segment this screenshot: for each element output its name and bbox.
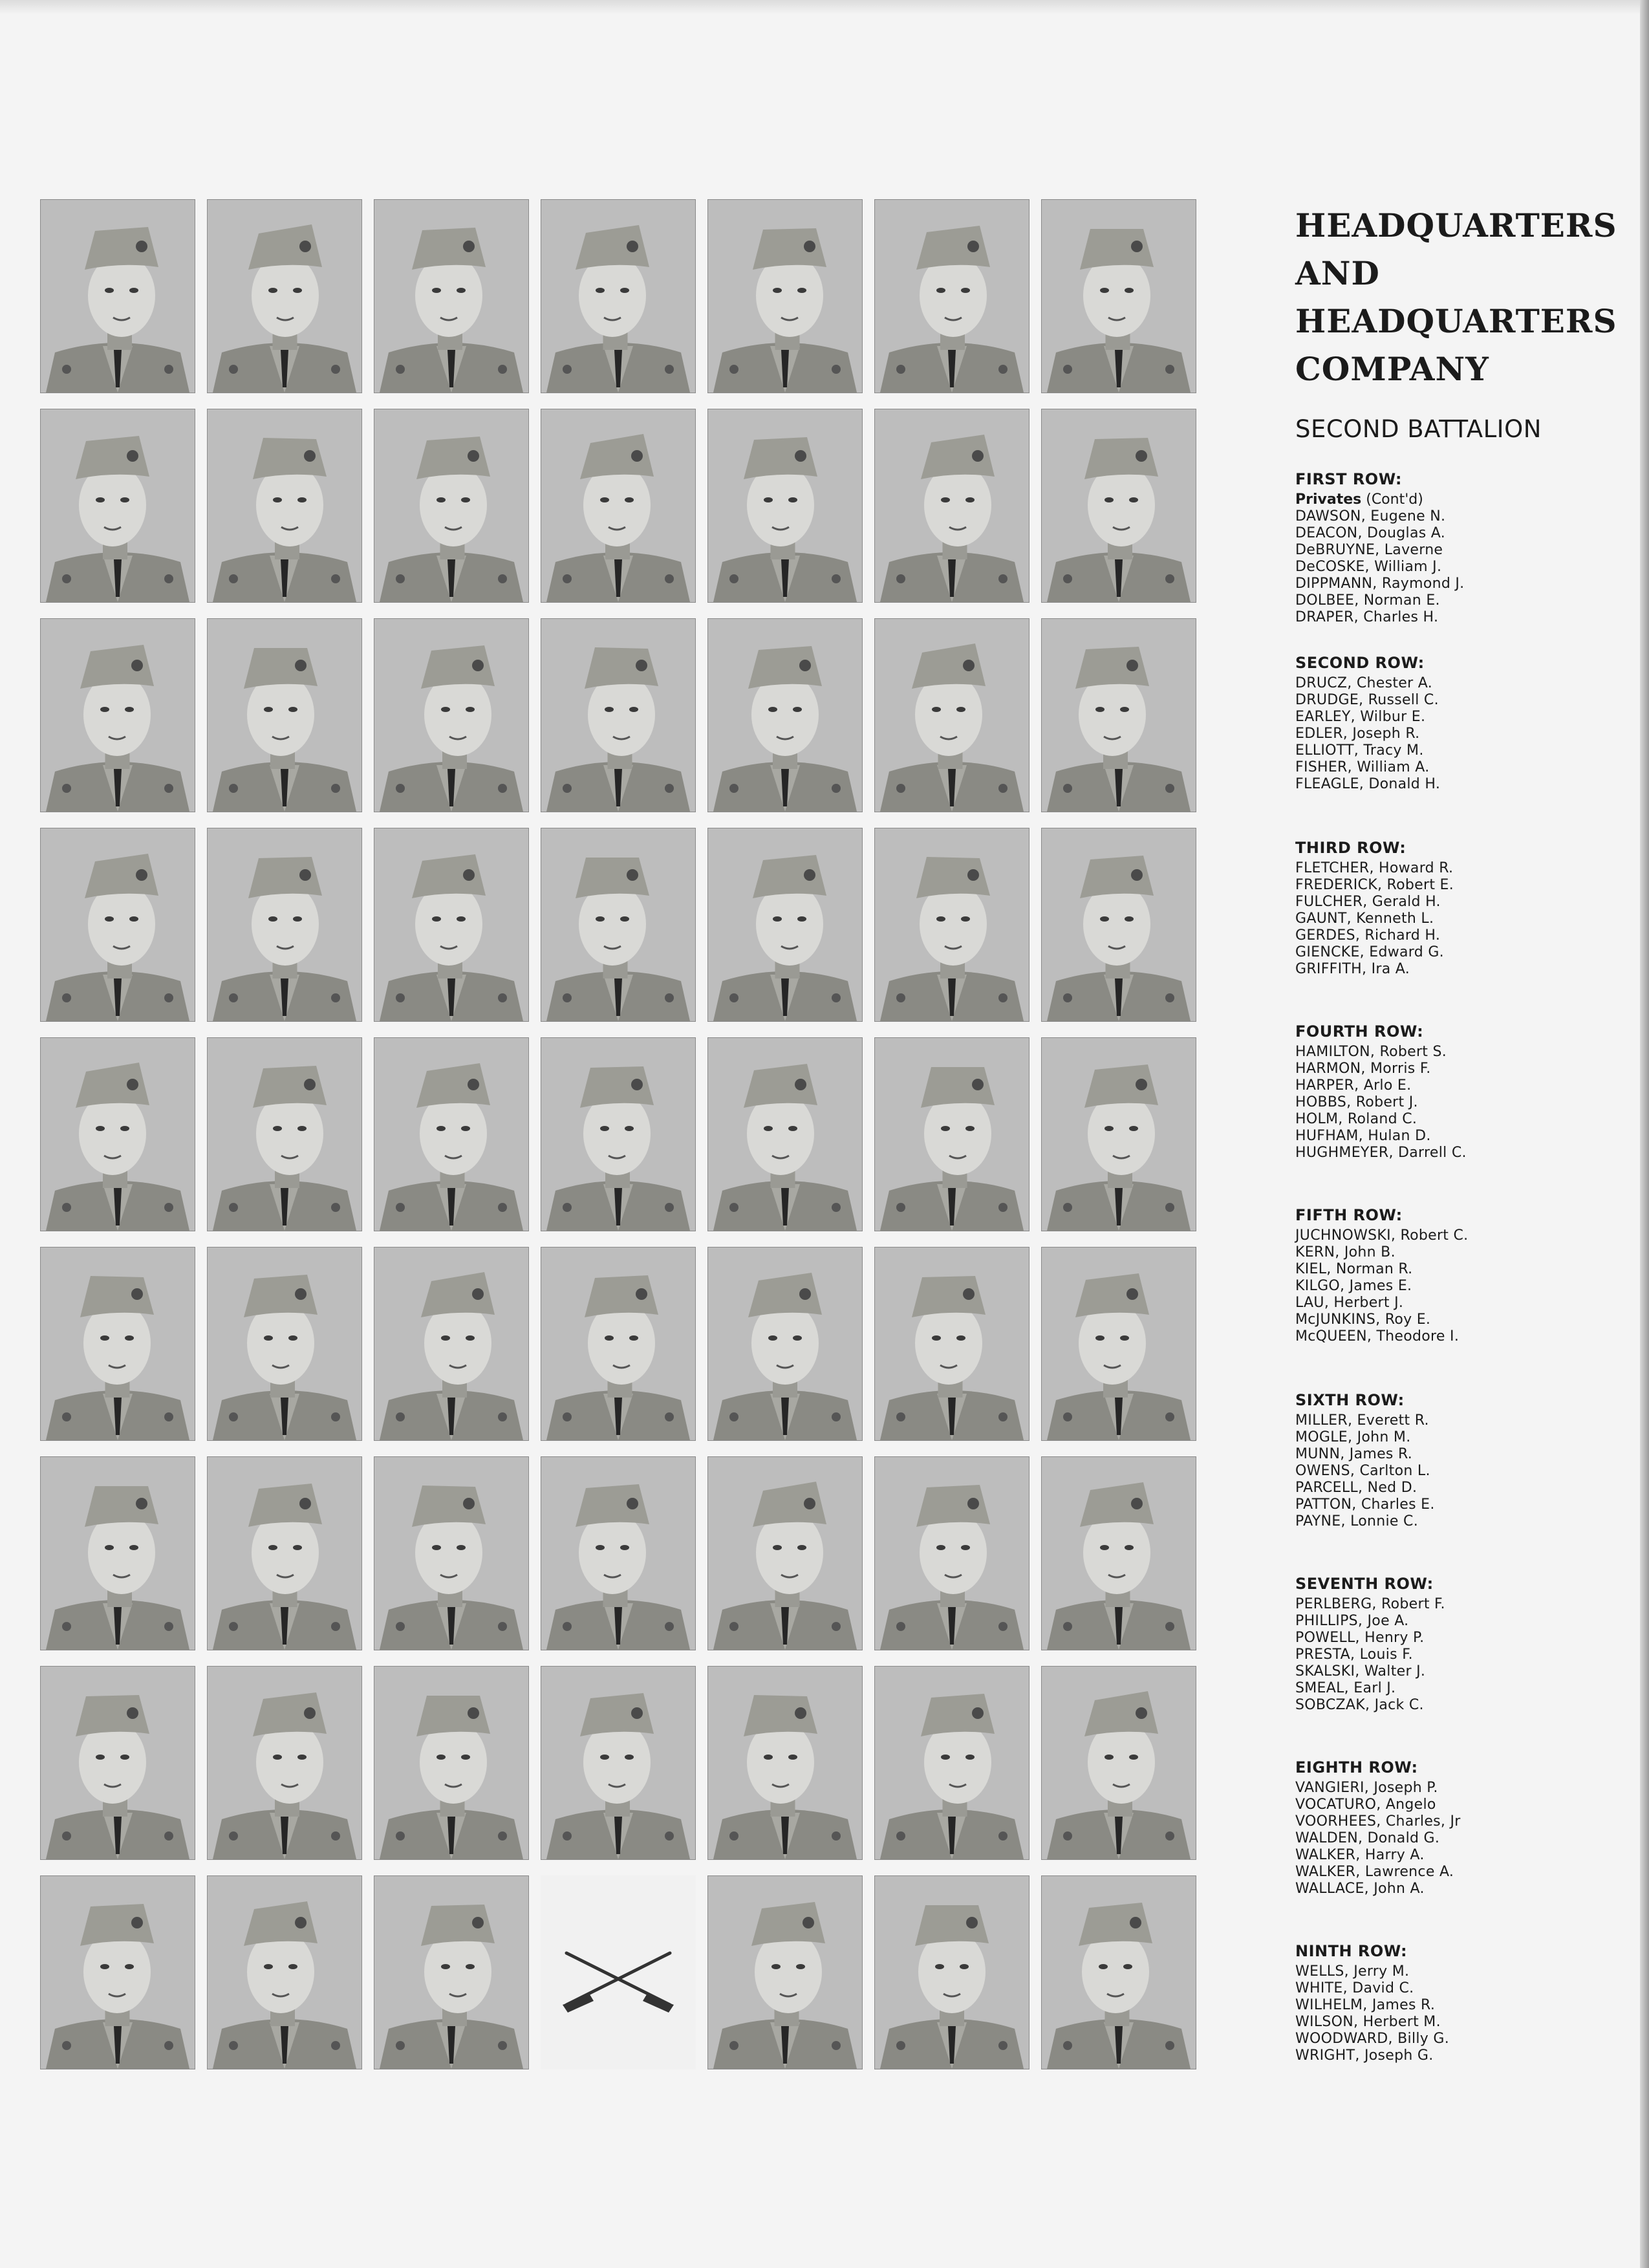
soldier-portrait (874, 1037, 1029, 1231)
soldier-portrait (541, 828, 696, 1022)
roster-name: SKALSKI, Walter J. (1295, 1663, 1426, 1679)
roster-name: EDLER, Joseph R. (1295, 726, 1420, 742)
soldier-portrait (40, 199, 195, 393)
soldier-portrait (707, 828, 863, 1022)
soldier-portrait (1041, 1875, 1196, 2069)
soldier-portrait (1041, 409, 1196, 603)
roster-name: HOBBS, Robert J. (1295, 1094, 1418, 1110)
portrait-grid (40, 199, 1204, 2094)
soldier-portrait (374, 1666, 529, 1860)
soldier-portrait (874, 1247, 1029, 1441)
soldier-portrait (541, 1037, 696, 1231)
roster-row-block (1295, 838, 1606, 978)
roster-name: WALDEN, Donald G. (1295, 1830, 1440, 1846)
rank-note: (Cont'd) (1366, 491, 1423, 508)
roster-name: WALKER, Harry A. (1295, 1847, 1425, 1863)
roster-row-block (1295, 653, 1606, 793)
roster-name: KILGO, James E. (1295, 1278, 1412, 1294)
roster-name: McJUNKINS, Roy E. (1295, 1312, 1431, 1328)
soldier-portrait (1041, 1247, 1196, 1441)
roster-name: PAYNE, Lonnie C. (1295, 1513, 1418, 1529)
roster-name: DEACON, Douglas A. (1295, 525, 1446, 541)
soldier-portrait (40, 618, 195, 812)
soldier-portrait (707, 199, 863, 393)
soldier-portrait (1041, 618, 1196, 812)
soldier-portrait (40, 1247, 195, 1441)
soldier-portrait (374, 618, 529, 812)
soldier-portrait (40, 828, 195, 1022)
soldier-portrait (707, 409, 863, 603)
soldier-portrait (874, 1666, 1029, 1860)
company-title-line: AND (1295, 254, 1380, 292)
row-label: FIFTH ROW: (1295, 1206, 1403, 1224)
roster-name: FULCHER, Gerald H. (1295, 894, 1441, 910)
roster-name: WALLACE, John A. (1295, 1881, 1425, 1897)
soldier-portrait (374, 828, 529, 1022)
roster-name: VOORHEES, Charles, Jr (1295, 1813, 1461, 1830)
roster-name: ELLIOTT, Tracy M. (1295, 742, 1424, 759)
roster-name: PHILLIPS, Joe A. (1295, 1613, 1409, 1629)
soldier-portrait (207, 1247, 362, 1441)
roster-name: FLEAGLE, Donald H. (1295, 776, 1441, 792)
roster-name: WRIGHT, Joseph G. (1295, 2047, 1434, 2064)
soldier-portrait (40, 1456, 195, 1650)
roster-name: SMEAL, Earl J. (1295, 1680, 1396, 1696)
soldier-portrait (40, 409, 195, 603)
roster-name: DRUCZ, Chester A. (1295, 675, 1433, 691)
roster-row-block (1295, 1205, 1606, 1345)
soldier-portrait (874, 409, 1029, 603)
soldier-portrait (707, 1037, 863, 1231)
roster-name: HUFHAM, Hulan D. (1295, 1128, 1431, 1144)
soldier-portrait (374, 1247, 529, 1441)
soldier-portrait (207, 1875, 362, 2069)
row-label: THIRD ROW: (1295, 839, 1406, 857)
soldier-portrait (874, 1456, 1029, 1650)
soldier-portrait (1041, 1456, 1196, 1650)
soldier-portrait (207, 618, 362, 812)
roster-name: WILHELM, James R. (1295, 1997, 1436, 2013)
roster-name: HARMON, Morris F. (1295, 1061, 1431, 1077)
roster-name: GERDES, Richard H. (1295, 927, 1441, 944)
roster-name: EARLEY, Wilbur E. (1295, 709, 1426, 725)
soldier-portrait (40, 1037, 195, 1231)
soldier-portrait (874, 1875, 1029, 2069)
company-title-line: COMPANY (1295, 350, 1489, 388)
soldier-portrait (874, 199, 1029, 393)
soldier-portrait (1041, 199, 1196, 393)
roster-name: VANGIERI, Joseph P. (1295, 1780, 1438, 1796)
roster-name: DAWSON, Eugene N. (1295, 508, 1446, 524)
roster-name: WILSON, Herbert M. (1295, 2014, 1441, 2030)
roster-name: HAMILTON, Robert S. (1295, 1044, 1447, 1060)
roster-name: KIEL, Norman R. (1295, 1261, 1413, 1277)
roster-name: DOLBEE, Norman E. (1295, 592, 1440, 609)
soldier-portrait (207, 828, 362, 1022)
soldier-portrait (40, 1875, 195, 2069)
roster-name: HOLM, Roland C. (1295, 1111, 1417, 1127)
roster-name: DIPPMANN, Raymond J. (1295, 576, 1465, 592)
soldier-portrait (374, 1875, 529, 2069)
row-label: SEVENTH ROW: (1295, 1575, 1434, 1593)
soldier-portrait (541, 199, 696, 393)
roster-name: SOBCZAK, Jack C. (1295, 1697, 1424, 1713)
row-label: SECOND ROW: (1295, 654, 1425, 672)
rank-line (1295, 491, 1606, 508)
roster-name: McQUEEN, Theodore I. (1295, 1328, 1460, 1345)
row-label: FOURTH ROW: (1295, 1022, 1424, 1041)
roster-row-block (1295, 470, 1606, 626)
soldier-portrait (707, 1247, 863, 1441)
soldier-portrait (207, 1666, 362, 1860)
roster-name: PRESTA, Louis F. (1295, 1647, 1413, 1663)
crossed-rifles-icon (541, 1875, 696, 2069)
roster-name: FISHER, William A. (1295, 759, 1430, 775)
page-edge (1640, 0, 1649, 2268)
soldier-portrait (374, 1037, 529, 1231)
soldier-portrait (1041, 1037, 1196, 1231)
battalion-subtitle: SECOND BATTALION (1295, 415, 1542, 443)
soldier-portrait (874, 828, 1029, 1022)
roster-name: POWELL, Henry P. (1295, 1630, 1425, 1646)
roster-name: DRAPER, Charles H. (1295, 609, 1439, 625)
roster-name: GRIFFITH, Ira A. (1295, 961, 1410, 977)
roster-name: GIENCKE, Edward G. (1295, 944, 1444, 960)
roster-row-block (1295, 1758, 1606, 1897)
soldier-portrait (541, 1666, 696, 1860)
roster-name: LAU, Herbert J. (1295, 1295, 1404, 1311)
company-title-line: HEADQUARTERS (1295, 206, 1617, 244)
roster-row-block (1295, 1022, 1606, 1161)
roster-name: KERN, John B. (1295, 1244, 1396, 1260)
roster-name: FREDERICK, Robert E. (1295, 877, 1454, 893)
soldier-portrait (541, 1247, 696, 1441)
insignia-cell (541, 1875, 696, 2069)
soldier-portrait (207, 199, 362, 393)
roster-name: HARPER, Arlo E. (1295, 1077, 1412, 1094)
roster-row-block (1295, 1390, 1606, 1530)
roster-name: FLETCHER, Howard R. (1295, 860, 1454, 876)
roster-name: JUCHNOWSKI, Robert C. (1295, 1227, 1469, 1244)
soldier-portrait (207, 1037, 362, 1231)
soldier-portrait (707, 1456, 863, 1650)
roster-name: OWENS, Carlton L. (1295, 1463, 1430, 1479)
roster-name: HUGHMEYER, Darrell C. (1295, 1145, 1467, 1161)
soldier-portrait (207, 409, 362, 603)
soldier-portrait (541, 618, 696, 812)
roster-name: MILLER, Everett R. (1295, 1412, 1429, 1429)
soldier-portrait (40, 1666, 195, 1860)
roster-name: MUNN, James R. (1295, 1446, 1413, 1462)
soldier-portrait (874, 618, 1029, 812)
company-title-line: HEADQUARTERS (1295, 302, 1617, 340)
roster-name: WALKER, Lawrence A. (1295, 1864, 1454, 1880)
soldier-portrait (707, 1666, 863, 1860)
roster-name: WELLS, Jerry M. (1295, 1963, 1410, 1980)
roster-name: PARCELL, Ned D. (1295, 1480, 1417, 1496)
row-label: EIGHTH ROW: (1295, 1758, 1418, 1777)
soldier-portrait (541, 1456, 696, 1650)
roster-name: WHITE, David C. (1295, 1980, 1414, 1996)
soldier-portrait (374, 1456, 529, 1650)
soldier-portrait (207, 1456, 362, 1650)
row-label: NINTH ROW: (1295, 1942, 1408, 1960)
roster-name: GAUNT, Kenneth L. (1295, 911, 1434, 927)
soldier-portrait (707, 1875, 863, 2069)
roster-name: PATTON, Charles E. (1295, 1496, 1435, 1513)
soldier-portrait (541, 409, 696, 603)
rank-label: Privates (1295, 491, 1362, 508)
row-label: FIRST ROW: (1295, 470, 1403, 488)
roster-row-block (1295, 1574, 1606, 1714)
roster-name: WOODWARD, Billy G. (1295, 2031, 1450, 2047)
roster-name: PERLBERG, Robert F. (1295, 1596, 1445, 1612)
roster-name: DRUDGE, Russell C. (1295, 692, 1439, 708)
soldier-portrait (1041, 828, 1196, 1022)
soldier-portrait (374, 199, 529, 393)
soldier-portrait (1041, 1666, 1196, 1860)
page-edge (0, 0, 1649, 14)
roster-name: VOCATURO, Angelo (1295, 1797, 1436, 1813)
roster-name: MOGLE, John M. (1295, 1429, 1411, 1445)
soldier-portrait (374, 409, 529, 603)
row-label: SIXTH ROW: (1295, 1391, 1405, 1409)
roster-name: DeCOSKE, William J. (1295, 559, 1442, 575)
roster-row-block (1295, 1941, 1606, 2064)
roster-name: DeBRUYNE, Laverne (1295, 542, 1443, 558)
soldier-portrait (707, 618, 863, 812)
